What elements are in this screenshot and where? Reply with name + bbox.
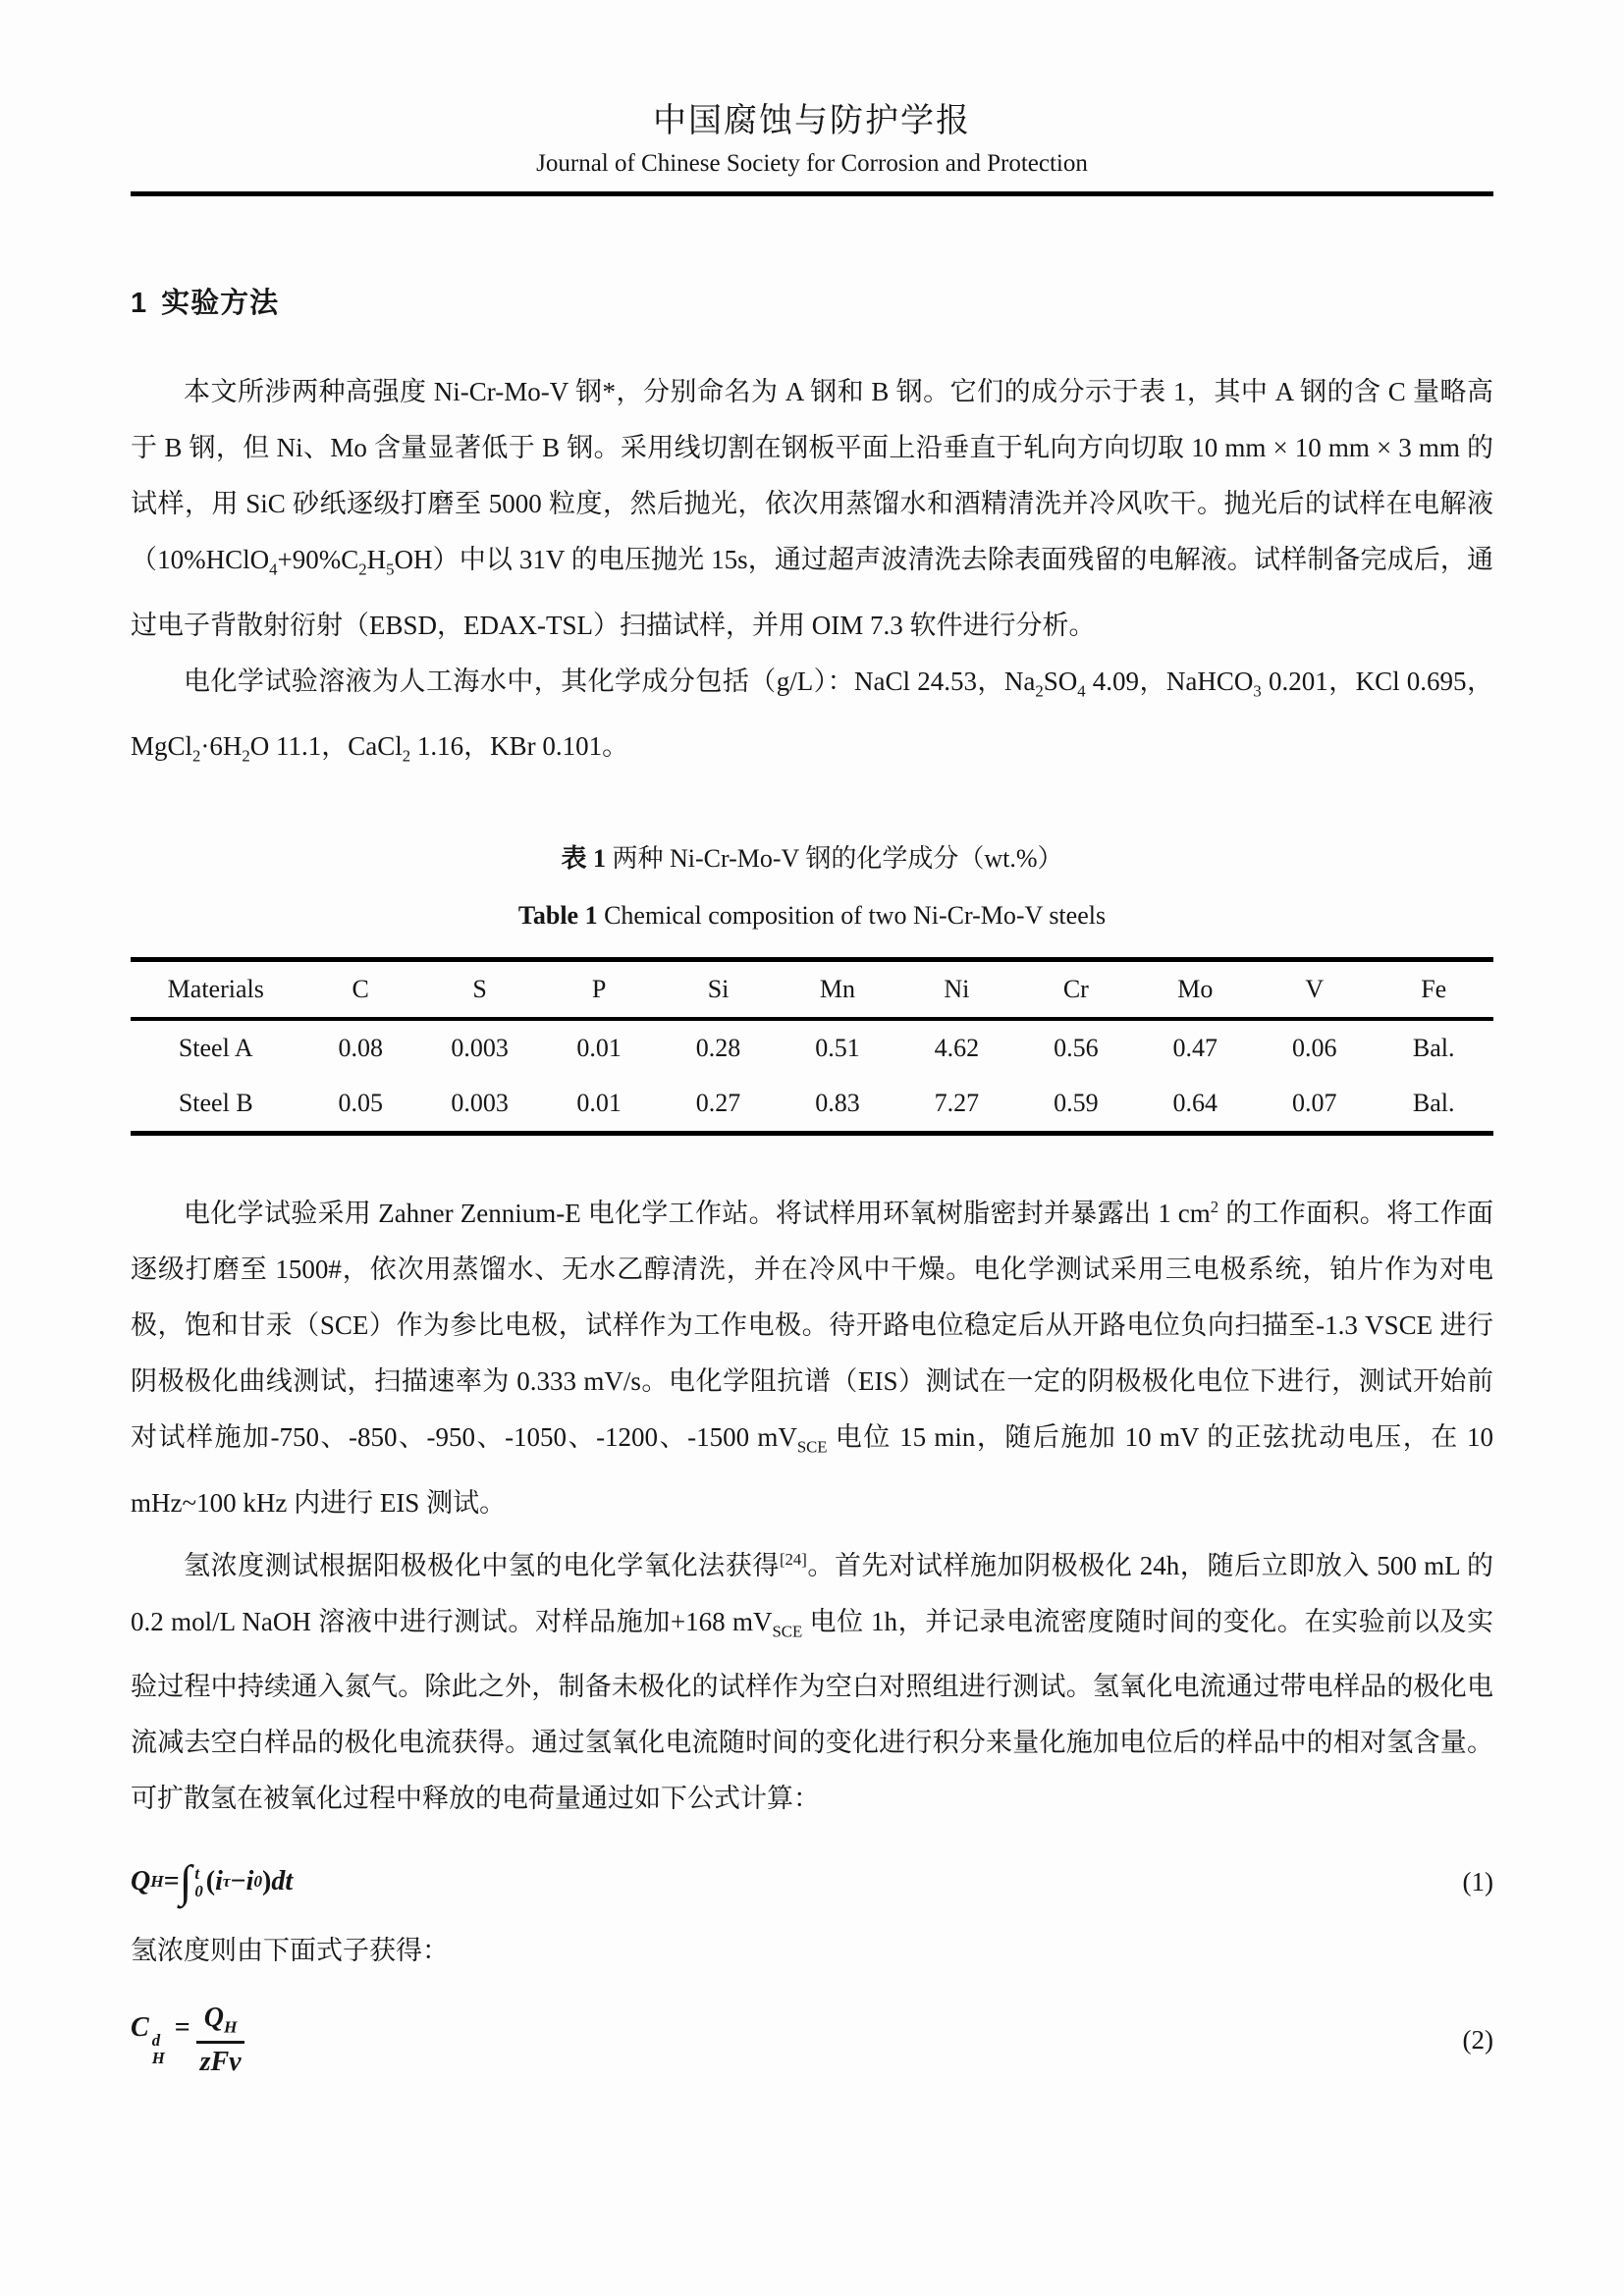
equation-2-lhs: C d H = <box>131 2012 190 2068</box>
cell-value: 0.27 <box>695 1089 741 1118</box>
journal-header <box>131 100 1493 196</box>
cell-value: 0.83 <box>815 1089 860 1118</box>
cell-value: 0.01 <box>576 1089 622 1118</box>
col-header-fe: Fe <box>1374 960 1493 1020</box>
cell-value: 7.27 <box>934 1089 980 1118</box>
cell-value: Bal. <box>1412 1034 1455 1063</box>
cell-value: 0.59 <box>1054 1089 1099 1118</box>
cell-value: 0.01 <box>576 1034 622 1063</box>
equation-1-number: (1) <box>1462 1866 1493 1896</box>
paragraph-electrochemical-tests: 电化学试验采用 Zahner Zennium-E 电化学工作站。将试样用环氧树脂密封并暴露出 1 $cm^2$ 的工作面积。将工作面逐级打磨至 1500#，依次用蒸馏水、无水乙醇清洗，并在冷风中干燥。电化学测试采用三电极系统，铂片作为对电极，饱和甘汞（SCE）作为参比电极，试样作为工作电极。待开路电位稳定后从开路电位负向扫描至-1.3 VSCE 进行阴极极化曲线测试，扫描速率为 0.333 mV/s。电化学阻抗谱（EIS）测试在一定的阴极极化电位下进行，测试开始前对试样施加-750、-850、-950、-1050、-1200、-1500 $mV_{SCE}$ 电位 15 min，随后施加 10 mV 的正弦扰动电压，在 10 mHz~100 kHz 内进行 EIS 测试。 <box>131 1198 1493 1518</box>
journal-title-cn: 中国腐蚀与防护学报 <box>653 103 971 139</box>
cell-value: 0.64 <box>1172 1089 1218 1118</box>
equation-2 <box>131 2002 1493 2078</box>
cell-value: 0.08 <box>338 1034 383 1063</box>
cell-material-b: Steel B <box>178 1089 253 1118</box>
table-row-steel-b <box>131 1076 1493 1134</box>
header-rule <box>131 191 1493 196</box>
equation-1-body: Q H = ∫ t 0 ( i τ − i 0 ) dt <box>131 1856 294 1907</box>
col-header-materials: Materials <box>131 960 301 1020</box>
col-header-si: Si <box>659 960 778 1020</box>
col-header-ni: Ni <box>897 960 1016 1020</box>
methods-text-block-1 <box>131 364 1493 783</box>
table-header-row <box>131 960 1493 1020</box>
section-number: 1 <box>131 288 148 320</box>
cell-value: 4.62 <box>934 1034 980 1063</box>
cell-value: 0.28 <box>695 1034 741 1063</box>
col-header-p: P <box>539 960 658 1020</box>
cell-value: 0.47 <box>1172 1034 1218 1063</box>
equation-2-number: (2) <box>1462 2024 1493 2055</box>
cell-value: 0.003 <box>451 1089 509 1118</box>
equation-2-numerator: $Q_H$ <box>196 2002 245 2044</box>
equation-2-fraction <box>196 2002 245 2078</box>
col-header-v: V <box>1255 960 1374 1020</box>
journal-title-en: Journal of Chinese Society for Corrosion and Protection <box>536 150 1088 178</box>
paragraph-test-solution: 电化学试验溶液为人工海水中，其化学成分包括（g/L）：NaCl 24.53，$Na_2SO_4$ 4.09，NaHCO$_3$ 0.201，KCl 0.695，$MgCl_2\cdot 6H_2O$ 11.1，CaCl$_2$ 1.16，KBr 0.101。 <box>131 666 1493 766</box>
equation-1 <box>131 1850 1493 1913</box>
cell-value: 0.06 <box>1291 1034 1337 1063</box>
equation-2-denominator: zFv <box>199 2046 242 2077</box>
cell-value: Bal. <box>1412 1089 1455 1118</box>
col-header-s: S <box>420 960 539 1020</box>
paragraph-eq2-intro: 氢浓度则由下面式子获得： <box>131 1936 449 1966</box>
table-caption-en: Table 1 Chemical composition of two Ni-Cr-Mo-V steels <box>517 901 1107 930</box>
col-header-cr: Cr <box>1016 960 1135 1020</box>
cell-value: 0.05 <box>338 1089 383 1118</box>
cell-value: 0.51 <box>815 1034 860 1063</box>
section-heading <box>131 281 1493 321</box>
col-header-mn: Mn <box>778 960 896 1020</box>
methods-text-block-2 <box>131 1179 1493 1827</box>
composition-table <box>131 957 1493 1136</box>
table-caption-cn: 表 1 两种 Ni-Cr-Mo-V 钢的化学成分（wt.%） <box>561 843 1063 873</box>
equation-2-body <box>131 2002 244 2078</box>
col-header-c: C <box>301 960 420 1020</box>
paragraph-sample-preparation: 本文所涉两种高强度 Ni-Cr-Mo-V 钢*，分别命名为 A 钢和 B 钢。它们的成分示于表 1，其中 A 钢的含 C 量略高于 B 钢，但 Ni、Mo 含量显著低于 B 钢。采用线切割在钢板平面上沿垂直于轧向方向切取 10 mm × 10 mm × 3 mm 的试样，用 SiC 砂纸逐级打磨至 5000 粒度，然后抛光，依次用蒸馏水和酒精清洗并冷风吹干。抛光后的试样在电解液$(10\%HClO_4+90\%C_2H_5OH)$中以 31V 的电压抛光 15s，通过超声波清洗去除表面残留的电解液。试样制备完成后，通过电子背散射衍射（EBSD，EDAX-TSL）扫描试样，并用 OIM 7.3 软件进行分析。 <box>131 377 1494 640</box>
paragraph-hydrogen-concentration: 氢浓度测试根据阳极极化中氢的电化学氧化法获得[24]。首先对试样施加阴极极化 24h，随后立即放入 500 mL 的 0.2 mol/L NaOH 溶液中进行测试。对样品施加+168 $mV_{SCE}$ 电位 1h，并记录电流密度随时间的变化。在实验前以及实验过程中持续通入氮气。除此之外，制备未极化的试样作为空白对照组进行测试。氢氧化电流通过带电样品的极化电流减去空白样品的极化电流获得。通过氢氧化电流随时间的变化进行积分来量化施加电位后的样品中的相对氢含量。可扩散氢在被氧化过程中释放的电荷量通过如下公式计算： <box>131 1549 1494 1814</box>
cell-material-a: Steel A <box>178 1034 253 1063</box>
cell-value: 0.07 <box>1291 1089 1337 1118</box>
cell-value: 0.56 <box>1054 1034 1099 1063</box>
table-row-steel-a <box>131 1019 1493 1076</box>
cell-value: 0.003 <box>451 1034 509 1063</box>
section-title: 实验方法 <box>161 288 280 320</box>
col-header-mo: Mo <box>1136 960 1255 1020</box>
